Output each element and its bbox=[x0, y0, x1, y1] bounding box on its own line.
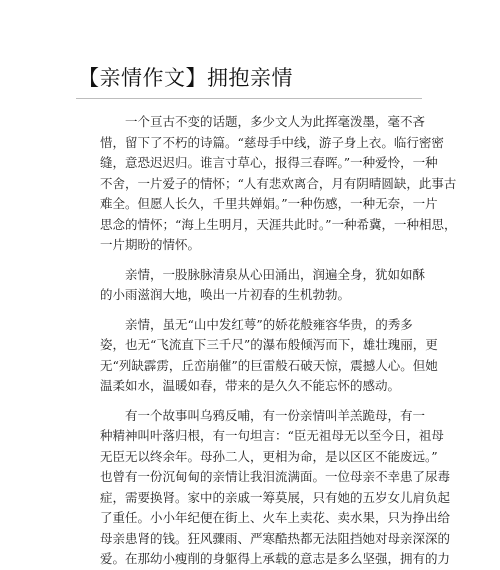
text-line: 的小雨滋润大地，唤出一片初春的生机勃勃。 bbox=[100, 287, 351, 302]
text-line: 无臣无以终余年。母孙二人，更相为命，是以区区不能废远。” bbox=[100, 448, 438, 464]
text-line: 一片期盼的情怀。 bbox=[100, 237, 201, 252]
paragraph bbox=[100, 315, 438, 397]
text-line: 思念的情怀；“海上生明月，天涯共此时。”一种希冀，一种相思， bbox=[100, 216, 457, 232]
text-line: 也曾有一份沉甸甸的亲情让我泪流满面。一位母亲不幸患了尿毒 bbox=[100, 469, 451, 484]
text-line: 无“列缺霹雳，丘峦崩催”的巨雷般石破天惊，震撼人心。但她 bbox=[100, 357, 438, 373]
text-line: 亲情，虽无“山中发红萼”的娇花般雍容华贵，的秀多 bbox=[125, 316, 413, 332]
text-line: 温柔如水，温暖如春，带来的是久久不能忘怀的感动。 bbox=[100, 378, 401, 393]
text-line: 母亲患肾的钱。狂风骤雨、严寒酷热都无法阻挡她对母亲深深的 bbox=[100, 530, 451, 546]
text-line: 缝，意恐迟迟归。谁言寸草心，报得三春晖。”一种爱怜，一种 bbox=[100, 155, 438, 170]
text-line: 姿，也无“飞流直下三千尺”的瀑布般倾泻而下，雄壮瑰丽，更 bbox=[100, 337, 438, 352]
paragraph bbox=[100, 112, 457, 256]
paragraph bbox=[100, 406, 451, 570]
text-line: 种精神叫叶落归根，有一句坦言：“臣无祖母无以至今日，祖母 bbox=[100, 428, 444, 443]
text-line: 难全。但愿人长久，千里共婵娟。”一种伤感，一种无奈，一片 bbox=[100, 196, 438, 211]
text-line: 症，需要换肾。家中的亲戚一筹莫展，只有她的五岁女儿肩负起 bbox=[100, 489, 451, 505]
text-line: 了重任。小小年纪便在街上、火车上卖花、卖水果，只为挣出给 bbox=[100, 510, 451, 525]
text-line: 惜，留下了不朽的诗篇。“慈母手中线，游子身上衣。临行密密 bbox=[100, 134, 444, 150]
text-line: 不舍，一片爱子的情怀；“人有悲欢离合，月有阴晴圆缺，此事古 bbox=[100, 175, 457, 191]
text-line: 一个亘古不变的话题，多少文人为此挥毫泼墨，毫不吝 bbox=[125, 114, 426, 129]
text-line: 亲情，一股脉脉清泉从心田涌出，润遍全身，犹如如酥 bbox=[125, 266, 426, 282]
paragraph bbox=[100, 265, 426, 306]
text-line: 有一个故事叫乌鸦反哺，有一份亲情叫羊羔跪母，有一 bbox=[125, 407, 426, 423]
title-divider bbox=[76, 98, 422, 99]
text-line: 爱。在那幼小瘦削的身躯得上承载的意志是多么坚强，拥有的力 bbox=[100, 551, 451, 566]
article-title: 【亲情作文】拥抱亲情 bbox=[78, 66, 293, 90]
article-body bbox=[100, 112, 457, 570]
